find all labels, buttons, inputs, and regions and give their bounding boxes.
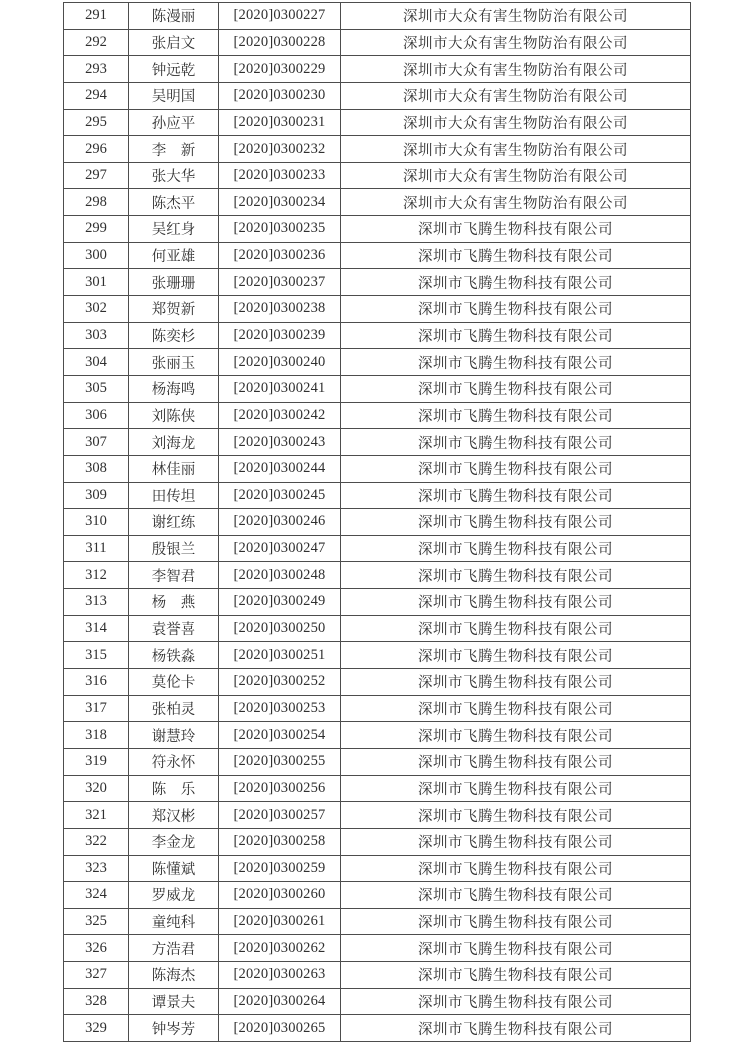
person-name-cell: 张珊珊: [129, 269, 219, 296]
row-index-cell: 327: [64, 962, 129, 989]
person-name-cell: 刘海龙: [129, 429, 219, 456]
person-name-cell: 符永怀: [129, 748, 219, 775]
person-name-cell: 林佳丽: [129, 455, 219, 482]
table-row: [64, 642, 691, 669]
company-name-cell: 深圳市飞腾生物科技有限公司: [341, 962, 691, 989]
row-index-cell: 315: [64, 642, 129, 669]
company-name-cell: 深圳市飞腾生物科技有限公司: [341, 935, 691, 962]
table-row: [64, 136, 691, 163]
person-name-cell: 陈海杰: [129, 962, 219, 989]
row-index-cell: 292: [64, 29, 129, 56]
company-name-cell: 深圳市飞腾生物科技有限公司: [341, 589, 691, 616]
table-row: [64, 189, 691, 216]
certificate-number-cell: [2020]0300239: [219, 322, 341, 349]
table-row: [64, 455, 691, 482]
table-row: [64, 429, 691, 456]
certificate-number-cell: [2020]0300261: [219, 908, 341, 935]
company-name-cell: 深圳市飞腾生物科技有限公司: [341, 349, 691, 376]
table-row: [64, 855, 691, 882]
row-index-cell: 322: [64, 828, 129, 855]
company-name-cell: 深圳市大众有害生物防治有限公司: [341, 162, 691, 189]
person-name-cell: 郑汉彬: [129, 802, 219, 829]
person-name-cell: 杨海鸣: [129, 375, 219, 402]
person-name-cell: 谭景夫: [129, 988, 219, 1015]
person-name-cell: 童纯科: [129, 908, 219, 935]
table-row: [64, 296, 691, 323]
row-index-cell: 328: [64, 988, 129, 1015]
certificate-number-cell: [2020]0300249: [219, 589, 341, 616]
certificate-number-cell: [2020]0300228: [219, 29, 341, 56]
certificate-number-cell: [2020]0300260: [219, 882, 341, 909]
table-row: [64, 669, 691, 696]
row-index-cell: 326: [64, 935, 129, 962]
row-index-cell: 319: [64, 748, 129, 775]
person-name-cell: 杨 燕: [129, 589, 219, 616]
table-row: [64, 722, 691, 749]
certificate-number-cell: [2020]0300263: [219, 962, 341, 989]
table-row: [64, 509, 691, 536]
table-row: [64, 349, 691, 376]
table-row: [64, 589, 691, 616]
row-index-cell: 306: [64, 402, 129, 429]
company-name-cell: 深圳市飞腾生物科技有限公司: [341, 828, 691, 855]
row-index-cell: 291: [64, 3, 129, 30]
row-index-cell: 310: [64, 509, 129, 536]
certificate-number-cell: [2020]0300237: [219, 269, 341, 296]
row-index-cell: 301: [64, 269, 129, 296]
person-name-cell: 袁誉喜: [129, 615, 219, 642]
person-name-cell: 殷银兰: [129, 535, 219, 562]
row-index-cell: 298: [64, 189, 129, 216]
row-index-cell: 294: [64, 82, 129, 109]
person-name-cell: 田传坦: [129, 482, 219, 509]
certificate-number-cell: [2020]0300240: [219, 349, 341, 376]
certificate-number-cell: [2020]0300257: [219, 802, 341, 829]
company-name-cell: 深圳市飞腾生物科技有限公司: [341, 669, 691, 696]
person-name-cell: 郑贺新: [129, 296, 219, 323]
certificate-number-cell: [2020]0300241: [219, 375, 341, 402]
certificate-number-cell: [2020]0300227: [219, 3, 341, 30]
person-name-cell: 陈 乐: [129, 775, 219, 802]
person-name-cell: 孙应平: [129, 109, 219, 136]
person-name-cell: 陈奕杉: [129, 322, 219, 349]
certificate-number-cell: [2020]0300236: [219, 242, 341, 269]
table-row: [64, 56, 691, 83]
certificate-number-cell: [2020]0300231: [219, 109, 341, 136]
person-name-cell: 钟远乾: [129, 56, 219, 83]
row-index-cell: 303: [64, 322, 129, 349]
row-index-cell: 304: [64, 349, 129, 376]
certificate-number-cell: [2020]0300256: [219, 775, 341, 802]
certificate-number-cell: [2020]0300252: [219, 669, 341, 696]
company-name-cell: 深圳市飞腾生物科技有限公司: [341, 242, 691, 269]
company-name-cell: 深圳市大众有害生物防治有限公司: [341, 3, 691, 30]
company-name-cell: 深圳市飞腾生物科技有限公司: [341, 988, 691, 1015]
certificate-number-cell: [2020]0300262: [219, 935, 341, 962]
table-row: [64, 269, 691, 296]
certificate-number-cell: [2020]0300243: [219, 429, 341, 456]
row-index-cell: 302: [64, 296, 129, 323]
person-name-cell: 莫伦卡: [129, 669, 219, 696]
person-name-cell: 刘陈侠: [129, 402, 219, 429]
company-name-cell: 深圳市飞腾生物科技有限公司: [341, 455, 691, 482]
row-index-cell: 316: [64, 669, 129, 696]
row-index-cell: 299: [64, 216, 129, 243]
person-name-cell: 谢红练: [129, 509, 219, 536]
person-name-cell: 陈懂斌: [129, 855, 219, 882]
row-index-cell: 296: [64, 136, 129, 163]
person-name-cell: 张柏灵: [129, 695, 219, 722]
certificate-number-cell: [2020]0300255: [219, 748, 341, 775]
certificate-number-cell: [2020]0300251: [219, 642, 341, 669]
certificate-number-cell: [2020]0300244: [219, 455, 341, 482]
table-row: [64, 882, 691, 909]
row-index-cell: 297: [64, 162, 129, 189]
row-index-cell: 295: [64, 109, 129, 136]
row-index-cell: 293: [64, 56, 129, 83]
company-name-cell: 深圳市飞腾生物科技有限公司: [341, 748, 691, 775]
person-name-cell: 谢慧玲: [129, 722, 219, 749]
person-name-cell: 钟岑芳: [129, 1015, 219, 1042]
row-index-cell: 307: [64, 429, 129, 456]
company-name-cell: 深圳市飞腾生物科技有限公司: [341, 322, 691, 349]
person-name-cell: 张启文: [129, 29, 219, 56]
certificate-number-cell: [2020]0300232: [219, 136, 341, 163]
company-name-cell: 深圳市大众有害生物防治有限公司: [341, 189, 691, 216]
company-name-cell: 深圳市飞腾生物科技有限公司: [341, 296, 691, 323]
company-name-cell: 深圳市大众有害生物防治有限公司: [341, 29, 691, 56]
row-index-cell: 324: [64, 882, 129, 909]
company-name-cell: 深圳市飞腾生物科技有限公司: [341, 615, 691, 642]
certificate-number-cell: [2020]0300233: [219, 162, 341, 189]
company-name-cell: 深圳市飞腾生物科技有限公司: [341, 722, 691, 749]
person-name-cell: 罗威龙: [129, 882, 219, 909]
table-row: [64, 216, 691, 243]
person-name-cell: 吴红身: [129, 216, 219, 243]
table-row: [64, 482, 691, 509]
table-row: [64, 29, 691, 56]
row-index-cell: 305: [64, 375, 129, 402]
table-row: [64, 82, 691, 109]
table-row: [64, 109, 691, 136]
row-index-cell: 312: [64, 562, 129, 589]
person-name-cell: 李金龙: [129, 828, 219, 855]
company-name-cell: 深圳市飞腾生物科技有限公司: [341, 908, 691, 935]
table-row: [64, 3, 691, 30]
row-index-cell: 313: [64, 589, 129, 616]
row-index-cell: 329: [64, 1015, 129, 1042]
table-row: [64, 695, 691, 722]
row-index-cell: 317: [64, 695, 129, 722]
certificate-number-cell: [2020]0300229: [219, 56, 341, 83]
row-index-cell: 318: [64, 722, 129, 749]
company-name-cell: 深圳市飞腾生物科技有限公司: [341, 855, 691, 882]
person-name-cell: 李智君: [129, 562, 219, 589]
company-name-cell: 深圳市飞腾生物科技有限公司: [341, 482, 691, 509]
table-row: [64, 748, 691, 775]
certificate-number-cell: [2020]0300235: [219, 216, 341, 243]
person-name-cell: 张大华: [129, 162, 219, 189]
company-name-cell: 深圳市大众有害生物防治有限公司: [341, 136, 691, 163]
person-name-cell: 何亚雄: [129, 242, 219, 269]
person-name-cell: 张丽玉: [129, 349, 219, 376]
company-name-cell: 深圳市飞腾生物科技有限公司: [341, 509, 691, 536]
table-row: [64, 802, 691, 829]
certificate-number-cell: [2020]0300248: [219, 562, 341, 589]
table-row: [64, 322, 691, 349]
company-name-cell: 深圳市大众有害生物防治有限公司: [341, 56, 691, 83]
person-name-cell: 杨铁淼: [129, 642, 219, 669]
certificate-number-cell: [2020]0300250: [219, 615, 341, 642]
certificate-number-cell: [2020]0300259: [219, 855, 341, 882]
table-row: [64, 162, 691, 189]
company-name-cell: 深圳市飞腾生物科技有限公司: [341, 269, 691, 296]
company-name-cell: 深圳市飞腾生物科技有限公司: [341, 1015, 691, 1042]
company-name-cell: 深圳市飞腾生物科技有限公司: [341, 562, 691, 589]
row-index-cell: 314: [64, 615, 129, 642]
row-index-cell: 308: [64, 455, 129, 482]
certificate-number-cell: [2020]0300264: [219, 988, 341, 1015]
company-name-cell: 深圳市飞腾生物科技有限公司: [341, 429, 691, 456]
table-row: [64, 535, 691, 562]
table-row: [64, 402, 691, 429]
table-row: [64, 908, 691, 935]
table-row: [64, 988, 691, 1015]
company-name-cell: 深圳市飞腾生物科技有限公司: [341, 216, 691, 243]
table-row: [64, 242, 691, 269]
certificate-number-cell: [2020]0300254: [219, 722, 341, 749]
company-name-cell: 深圳市飞腾生物科技有限公司: [341, 882, 691, 909]
person-name-cell: 陈杰平: [129, 189, 219, 216]
certificate-number-cell: [2020]0300258: [219, 828, 341, 855]
table-row: [64, 375, 691, 402]
certificate-number-cell: [2020]0300242: [219, 402, 341, 429]
certificate-number-cell: [2020]0300247: [219, 535, 341, 562]
table-body: [64, 3, 691, 1042]
row-index-cell: 311: [64, 535, 129, 562]
table-row: [64, 828, 691, 855]
row-index-cell: 309: [64, 482, 129, 509]
certificate-number-cell: [2020]0300246: [219, 509, 341, 536]
certificate-number-cell: [2020]0300238: [219, 296, 341, 323]
person-name-cell: 方浩君: [129, 935, 219, 962]
company-name-cell: 深圳市飞腾生物科技有限公司: [341, 535, 691, 562]
certificate-number-cell: [2020]0300265: [219, 1015, 341, 1042]
person-name-cell: 李 新: [129, 136, 219, 163]
person-name-cell: 陈漫丽: [129, 3, 219, 30]
table-row: [64, 1015, 691, 1042]
row-index-cell: 321: [64, 802, 129, 829]
row-index-cell: 300: [64, 242, 129, 269]
company-name-cell: 深圳市飞腾生物科技有限公司: [341, 375, 691, 402]
table-row: [64, 935, 691, 962]
company-name-cell: 深圳市飞腾生物科技有限公司: [341, 775, 691, 802]
certificate-number-cell: [2020]0300230: [219, 82, 341, 109]
row-index-cell: 323: [64, 855, 129, 882]
company-name-cell: 深圳市大众有害生物防治有限公司: [341, 109, 691, 136]
certificate-number-cell: [2020]0300253: [219, 695, 341, 722]
company-name-cell: 深圳市飞腾生物科技有限公司: [341, 802, 691, 829]
person-name-cell: 吴明国: [129, 82, 219, 109]
table-row: [64, 615, 691, 642]
company-name-cell: 深圳市飞腾生物科技有限公司: [341, 402, 691, 429]
row-index-cell: 325: [64, 908, 129, 935]
table-row: [64, 775, 691, 802]
row-index-cell: 320: [64, 775, 129, 802]
certificate-roster-table: [63, 2, 691, 1042]
company-name-cell: 深圳市飞腾生物科技有限公司: [341, 695, 691, 722]
certificate-number-cell: [2020]0300234: [219, 189, 341, 216]
table-row: [64, 562, 691, 589]
certificate-number-cell: [2020]0300245: [219, 482, 341, 509]
company-name-cell: 深圳市飞腾生物科技有限公司: [341, 642, 691, 669]
table-row: [64, 962, 691, 989]
company-name-cell: 深圳市大众有害生物防治有限公司: [341, 82, 691, 109]
